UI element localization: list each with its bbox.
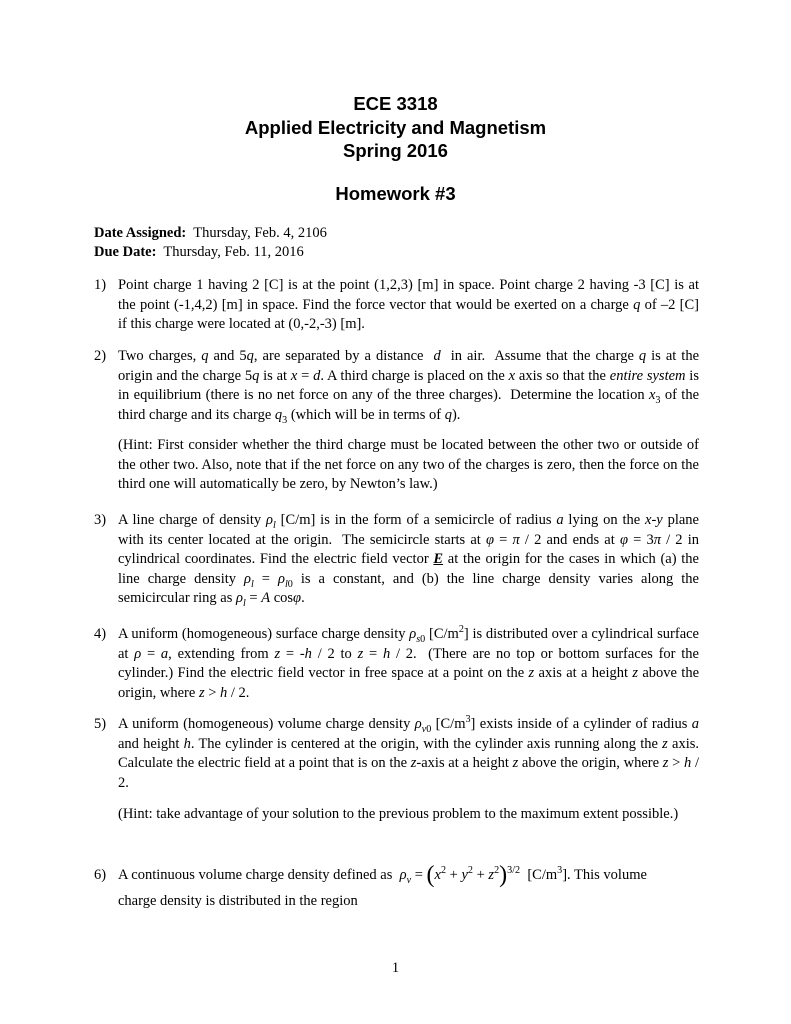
problem-number: 1)	[94, 277, 107, 293]
problem-number: 2)	[94, 348, 107, 364]
problem-number: 5)	[94, 716, 107, 732]
problem-3	[94, 511, 699, 609]
course-code: ECE 3318	[353, 93, 438, 114]
equation: $\rho_v = (x^2 + y^2 + z^2)^{3/2}$	[399, 862, 521, 888]
problem-2-hint: (Hint: First consider whether the third charge must be located between the other two or outside of the other two. Also, note that if the net force on any two of the charges is zero, then the force on the third one will automatically be zero, by Newton’s law.)	[118, 437, 699, 492]
problem-text: Point charge 1 having 2 [C] is at the point (1,2,3) [m] in space. Point charge 2 having -3 [C] is at the point (-1,4,2) [m] in space. Find the force vector that would be exerted on a charge q of –2 [C] if this charge were located at (0,-2,-3) [m].	[118, 277, 699, 332]
problem-6	[94, 862, 699, 911]
date-assigned-label: Date Assigned:	[94, 225, 187, 241]
problem-text: A uniform (homogeneous) surface charge density $\rho_{s0}$ $[C/m^2]$ is distributed over a cylindrical surface at ρ = a, extending from z = -h / 2 to z = h / 2. (There are no top or bottom surfaces for the cylinder.) Find the electric field vector in free space at a point on the z axis at a height z above the origin, where z > h / 2.	[118, 624, 699, 701]
term: Spring 2016	[343, 140, 448, 161]
due-date-value: Thursday, Feb. 11, 2016	[163, 244, 304, 260]
date-assigned-value: Thursday, Feb. 4, 2106	[193, 225, 327, 241]
problem-number: 4)	[94, 626, 107, 642]
due-date-line	[94, 243, 327, 262]
document-header	[0, 92, 791, 163]
problem-text: A continuous volume charge density defined as $\rho_v = (x^2 + y^2 + z^2)^{3/2}$ $[C/m^3]$. This volume charge density is distributed in the region	[118, 862, 647, 909]
assignment-title: Homework #3	[335, 183, 456, 204]
problem-5-hint: (Hint: take advantage of your solution to the previous problem to the maximum extent possible.)	[118, 806, 679, 822]
problem-4	[94, 625, 699, 703]
page-number: 1	[391, 960, 400, 976]
dates-block	[94, 224, 327, 262]
problem-number: 6)	[94, 867, 107, 883]
problem-text: Two charges, q and 5q, are separated by a distance d in air. Assume that the charge q is at the origin and the charge 5q is at x = d. A third charge is placed on the x axis so that the entire system is in equilibrium (there is no net force on any of the three charges). Determine the location $x_3$ of the third charge and its charge $q_3$ (which will be in terms of q).	[118, 348, 699, 426]
problem-2	[94, 347, 699, 425]
problem-number: 3)	[94, 512, 107, 528]
problem-text: A line charge of density $\rho_l$ [C/m] is in the form of a semicircle of radius a lying on the x-y plane with its center located at the origin. The semicircle starts at φ = π / 2 and ends at φ = 3π / 2 in cylindrical coordinates. Find the electric field vector E at the origin for the cases in which (a) the line charge density $\rho_l = \rho_{l0}$ is a constant, and (b) the line charge density varies along the semicircular ring as $\rho_l = A$ cosφ.	[118, 512, 699, 609]
problem-text: A uniform (homogeneous) volume charge density $\rho_{v0}$ $[C/m^3]$ exists inside of a cylinder of radius a and height h. The cylinder is centered at the origin, with the cylinder axis running along the z axis. Calculate the electric field at a point that is on the z-axis at a height z above the origin, where z > h / 2.	[118, 714, 700, 791]
course-name: Applied Electricity and Magnetism	[244, 116, 547, 138]
problem-5	[94, 715, 699, 793]
date-assigned-line	[94, 224, 327, 243]
problem-1	[94, 276, 699, 335]
due-date-label: Due Date:	[94, 244, 157, 260]
